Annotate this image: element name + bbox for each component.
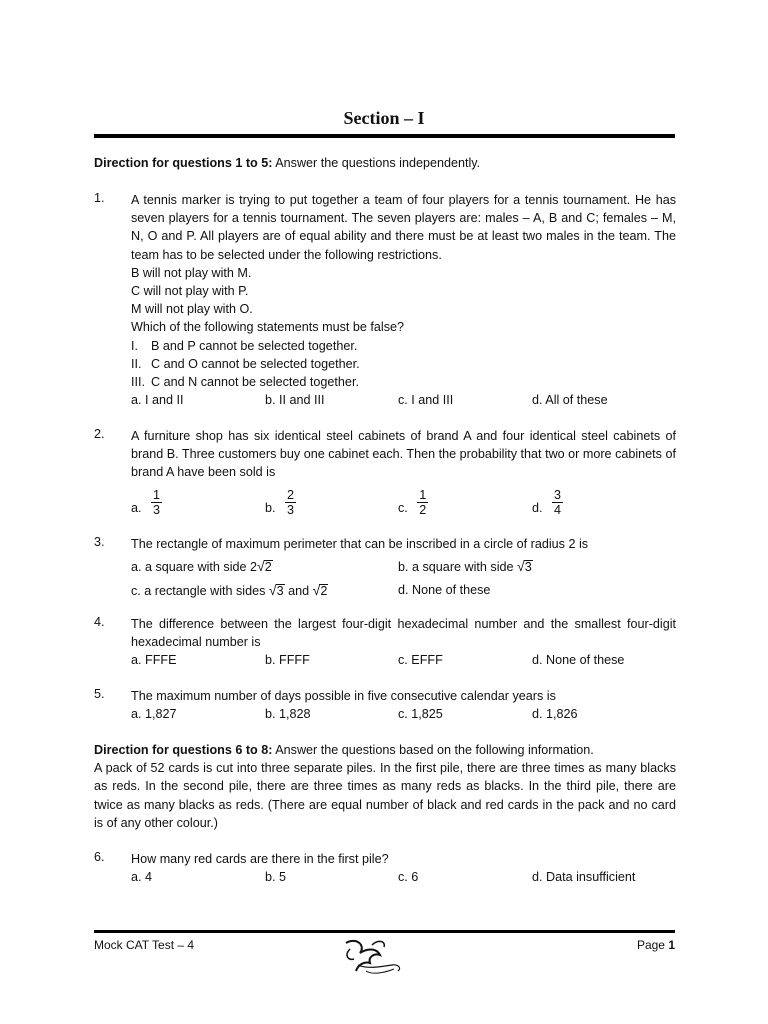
direction-2-label: Direction for questions 6 to 8: [94,743,273,757]
option-c: c. a rectangle with sides √3 and √2 [131,582,328,599]
footer-title: Mock CAT Test – 4 [94,938,195,952]
direction-1 [94,154,676,172]
question-number: 4. [94,615,105,629]
page-indicator: Page 1 [636,938,675,952]
option-a: a. a square with side 2√2 [131,558,272,575]
question-text: A tennis marker is trying to put together a team of four players for a tennis tournament. He has seven players for a tennis tournament. The seven players are: males – A, B and C; females – M, N, O and P. All players are of equal ability and there must be at least two males in the team. The team has to be selected under the following restrictions. [131,193,676,262]
direction-1-text: Answer the questions independently. [272,156,481,170]
option-b: b. 1,828 [265,707,311,722]
direction-2 [94,741,676,832]
statement-item: I. B and P cannot be selected together. [131,338,358,353]
option-d: d. None of these [398,583,491,598]
option-c: c. I and III [398,392,454,407]
answer-options [131,705,676,723]
pegasus-logo-icon [336,935,416,981]
direction-2-text: Answer the questions based on the following information. [272,743,594,757]
option-c: c. 6 [398,870,419,885]
answer-options-row-2 [131,581,676,601]
question-text: The rectangle of maximum perimeter that can be inscribed in a circle of radius 2 is [131,537,589,551]
option-c: c. EFFF [398,653,443,668]
question-text: A furniture shop has six identical steel cabinets of brand A and four identical steel cabinets of brand B. Three customers buy one cabinet each. Then the probability that two or more cabinets of brand A have been sold is [131,429,676,480]
question-text: How many red cards are there in the first pile? [131,852,389,866]
question-number: 3. [94,535,105,549]
option-b: b. II and III [265,392,325,407]
option-d: d. $\frac{3}{4}$ [532,487,562,517]
question-text: The difference between the largest four-digit hexadecimal number and the smallest four-digit hexadecimal number is [131,617,676,650]
question-number: 6. [94,850,105,864]
question-text: The maximum number of days possible in five consecutive calendar years is [131,689,556,703]
option-a: a. FFFE [131,653,177,668]
title-divider [94,134,675,138]
answer-options [131,651,676,669]
restriction-line: C will not play with P. [131,284,249,299]
question-number: 5. [94,687,105,701]
option-b: b. FFFF [265,653,310,668]
option-a: a. I and II [131,392,184,407]
option-b: b. a square with side √3 [398,558,532,575]
option-c: c. $\frac{1}{2}$ [398,487,427,517]
option-d: d. None of these [532,653,625,668]
statement-item: II. C and O cannot be selected together. [131,356,360,371]
answer-options-row-1 [131,557,676,581]
option-b: b. $\frac{2}{3}$ [265,487,295,517]
answer-options [131,486,676,522]
option-c: c. 1,825 [398,707,443,722]
option-a: a. 1,827 [131,707,177,722]
option-a: a. $\frac{1}{3}$ [131,487,161,517]
answer-options [131,391,676,409]
restriction-line: M will not play with O. [131,302,253,317]
section-title: Section – I [343,108,425,128]
restriction-line: B will not play with M. [131,265,252,280]
direction-2-body: A pack of 52 cards is cut into three separate piles. In the first pile, there are three times as many blacks as reds. In the second pile, there are three times as many reds as blacks. In the third pile, there are twice as many blacks as reds. (There are equal number of black and red cards in the pack and no card is of any other colour.) [94,761,676,830]
option-b: b. 5 [265,870,287,885]
page-number: 1 [668,938,675,952]
option-a: a. 4 [131,870,153,885]
option-d: d. Data insufficient [532,870,636,885]
question-number: 1. [94,191,105,205]
answer-options [131,868,676,886]
statement-item: III. C and N cannot be selected together. [131,374,359,389]
question-number: 2. [94,427,105,441]
footer-divider [94,930,675,933]
option-d: d. All of these [532,392,608,407]
question-prompt: Which of the following statements must be false? [131,320,404,335]
direction-1-label: Direction for questions 1 to 5: [94,156,273,170]
option-d: d. 1,826 [532,707,578,722]
